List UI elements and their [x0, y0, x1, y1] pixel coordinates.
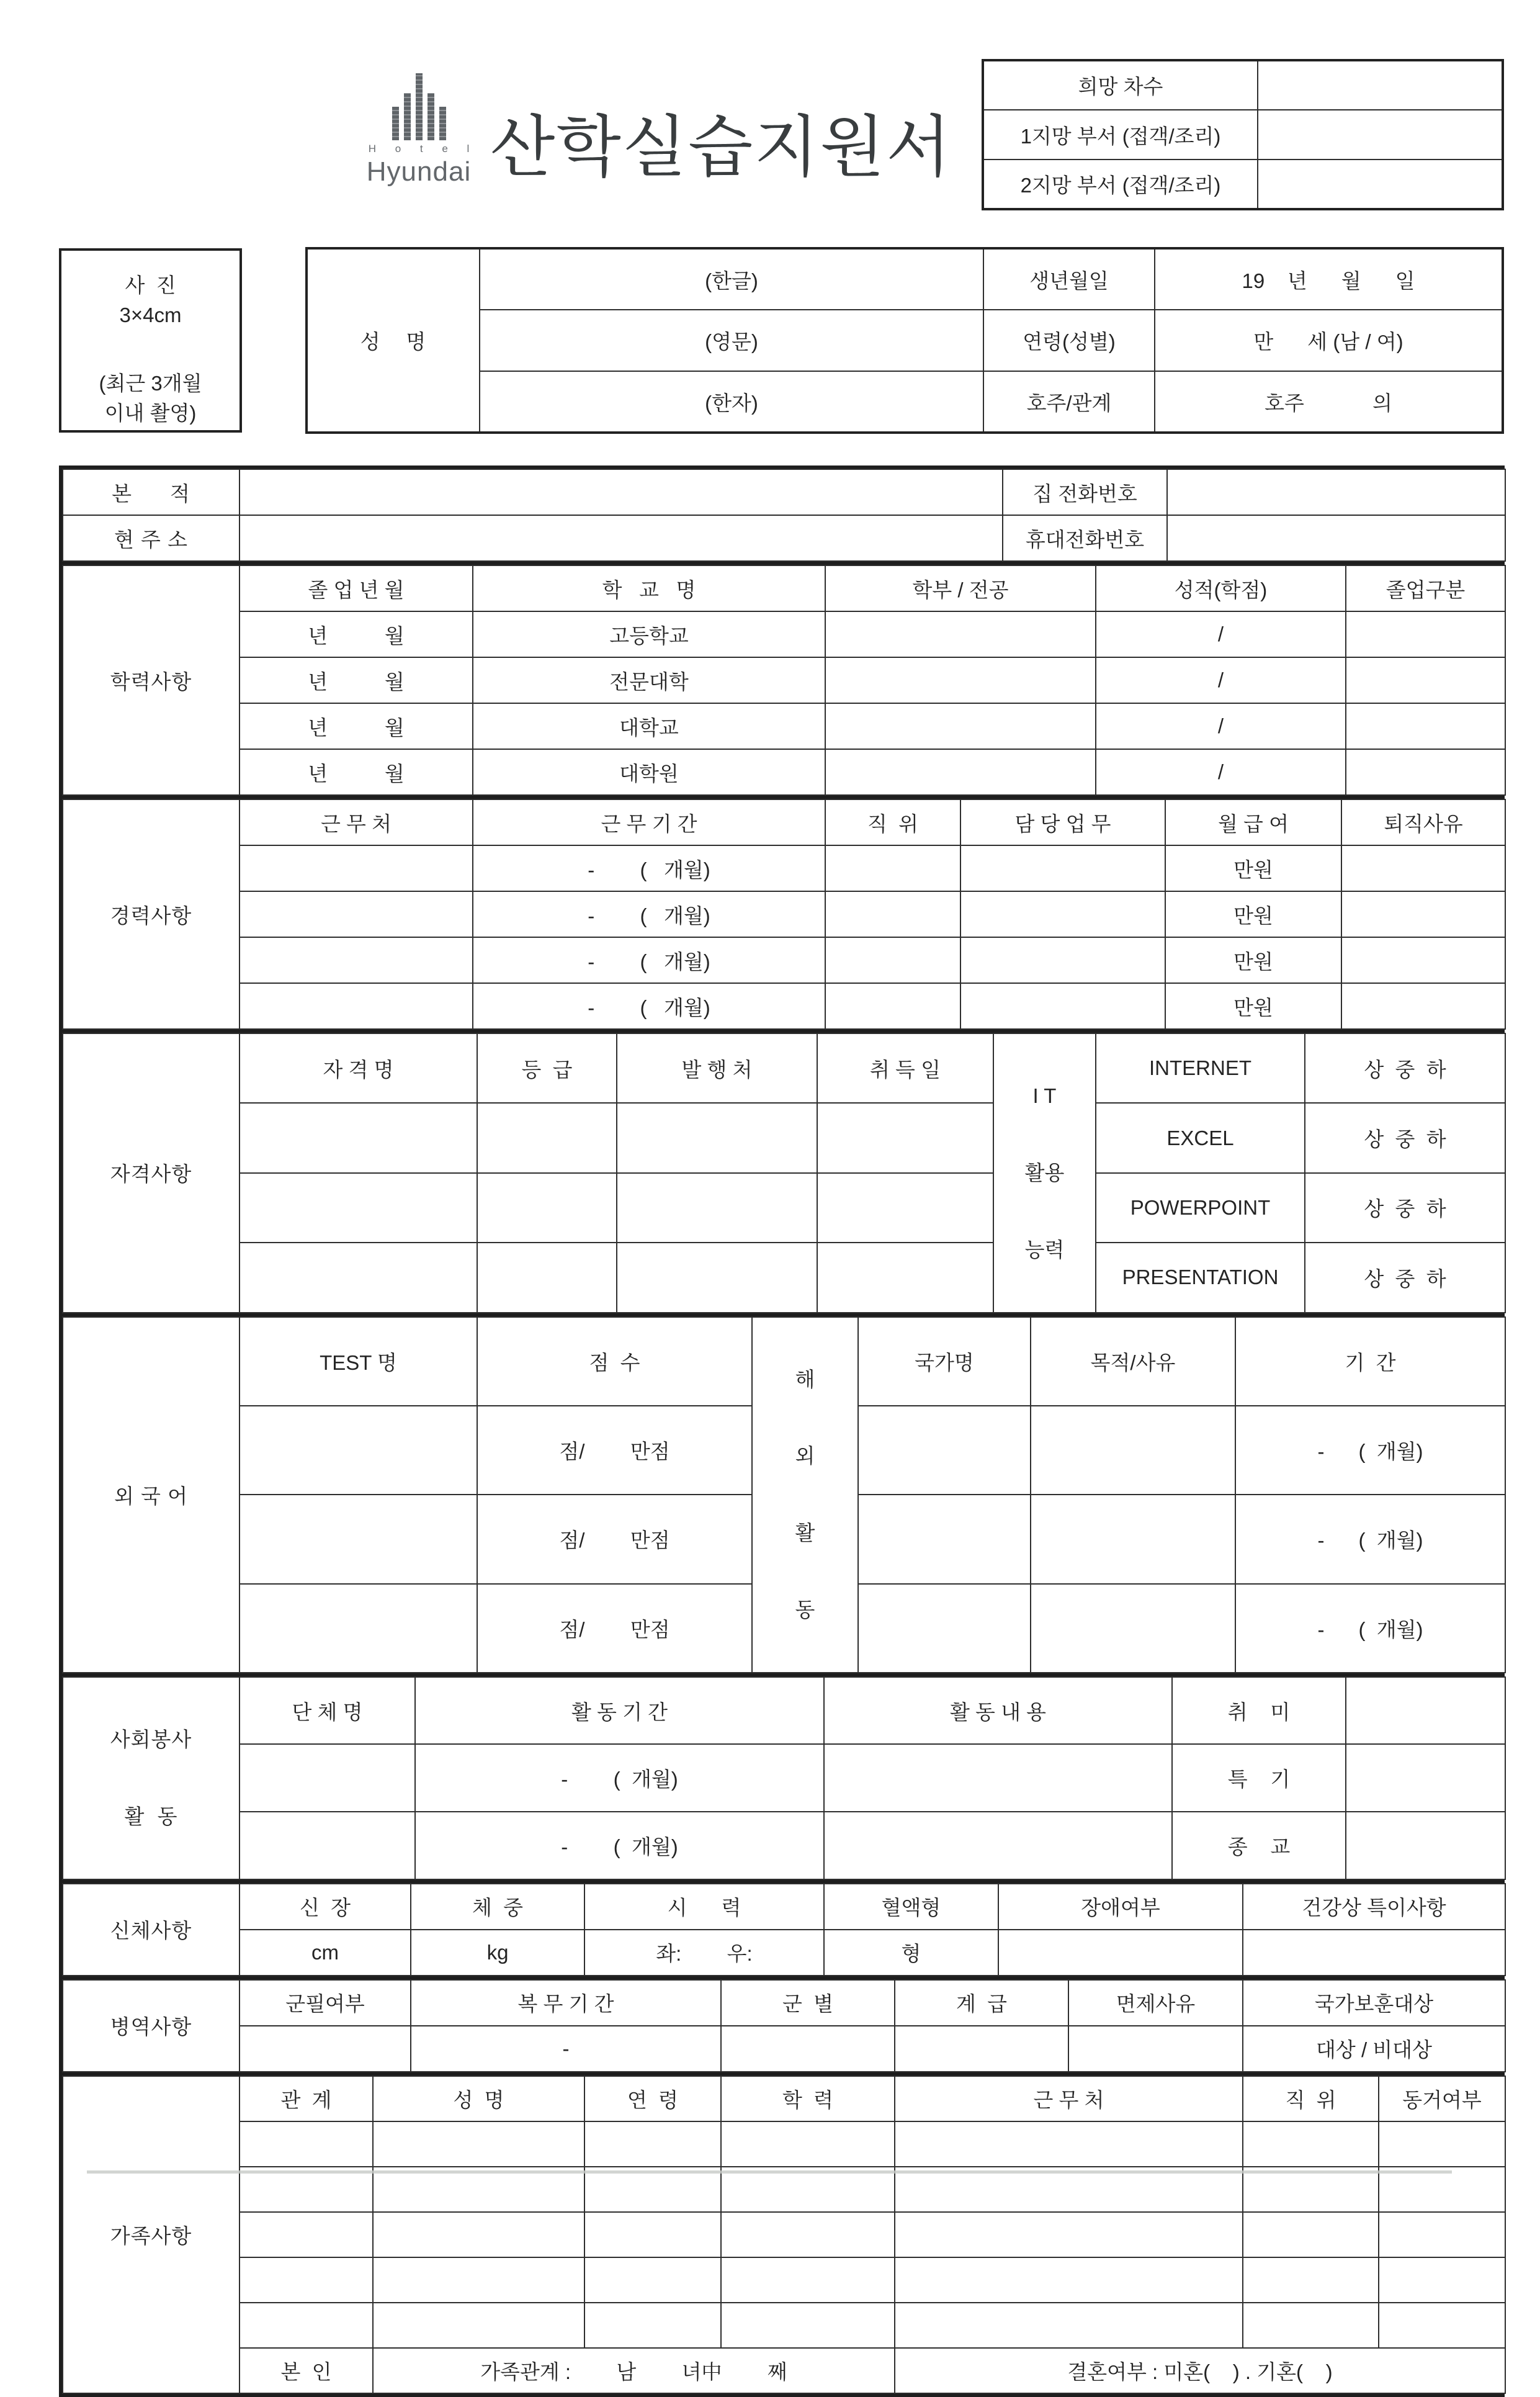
input-cell[interactable] [824, 1744, 1172, 1812]
column-header: 단 체 명 [240, 1677, 415, 1745]
blood-type-field[interactable]: 형 [824, 1930, 998, 1976]
input-cell[interactable] [1379, 2212, 1505, 2257]
section-foreign-language [62, 1316, 1502, 1676]
logo-bar [439, 107, 446, 140]
input-cell[interactable] [617, 1243, 817, 1312]
column-header: 계 급 [895, 1980, 1068, 2026]
input-cell[interactable] [240, 2026, 411, 2072]
input-cell[interactable] [1346, 749, 1505, 795]
second-choice-label: 2지망 부서 (접객/조리) [983, 160, 1258, 209]
it-skill-rating[interactable]: 상 중 하 [1305, 1103, 1505, 1172]
column-header: 성 명 [373, 2076, 584, 2121]
column-header: 체 중 [411, 1884, 584, 1930]
wish-order-input-cell[interactable] [1258, 60, 1503, 110]
input-cell[interactable] [895, 2026, 1068, 2072]
building-columns-icon [357, 73, 481, 140]
table-row [63, 1930, 1505, 1976]
grade-field[interactable]: / [1096, 749, 1346, 795]
mobile-phone-input-cell[interactable] [1167, 515, 1505, 561]
it-skill-item: PRESENTATION [1096, 1243, 1305, 1312]
section-physical [62, 1883, 1502, 1979]
input-cell[interactable] [617, 1173, 817, 1243]
name-hangul-field[interactable]: (한글) [480, 248, 983, 310]
column-header: 동거여부 [1379, 2076, 1505, 2121]
grad-date-field[interactable]: 년 월 [240, 657, 473, 703]
column-header: 학 교 명 [473, 565, 825, 611]
photo-box [59, 248, 242, 433]
input-cell[interactable] [240, 1812, 415, 1879]
certification-section-label: 자격사항 [63, 1033, 240, 1313]
name-table [305, 247, 1504, 434]
column-header: 건강상 특이사항 [1243, 1884, 1505, 1930]
input-cell[interactable] [1346, 703, 1505, 749]
wish-order-label: 희망 차수 [983, 60, 1258, 110]
table-row [63, 2348, 1505, 2393]
column-header: 퇴직사유 [1341, 799, 1505, 845]
input-cell[interactable] [1379, 2303, 1505, 2348]
activity-period-field[interactable]: - ( 개월) [415, 1744, 824, 1812]
table-row [307, 371, 1503, 433]
religion-label: 종 교 [1172, 1812, 1346, 1879]
social-label-line: 사회봉사 [110, 1727, 192, 1751]
column-header: 직 위 [1243, 2076, 1379, 2121]
input-cell[interactable] [825, 845, 960, 891]
logo-bar [392, 107, 399, 140]
table-row [63, 2303, 1505, 2348]
overseas-label-line: 동 [795, 1598, 815, 1622]
input-cell[interactable] [1243, 2257, 1379, 2303]
column-header: 근 무 기 간 [473, 799, 825, 845]
weight-field[interactable]: kg [411, 1930, 584, 1976]
table-row [63, 1173, 1505, 1243]
grad-date-field[interactable]: 년 월 [240, 611, 473, 657]
name-section-label: 성 명 [307, 248, 480, 433]
input-cell[interactable] [1341, 845, 1505, 891]
input-cell[interactable] [240, 2303, 373, 2348]
table-row [63, 1980, 1505, 2026]
salary-field[interactable]: 만원 [1165, 845, 1341, 891]
input-cell[interactable] [825, 703, 1096, 749]
physical-section-label: 신체사항 [63, 1884, 240, 1976]
column-header: 발 행 처 [617, 1033, 817, 1103]
family-section-label: 가족사항 [63, 2076, 240, 2393]
self-label: 본 인 [240, 2348, 373, 2393]
input-cell[interactable] [895, 2121, 1243, 2167]
input-cell[interactable] [1031, 1495, 1235, 1583]
it-skills-label-line: 활용 [1024, 1161, 1065, 1184]
input-cell[interactable] [240, 937, 473, 983]
birth-date-field[interactable]: 19 년 월 일 [1155, 248, 1503, 310]
input-cell[interactable] [998, 1930, 1243, 1976]
work-period-field[interactable]: - ( 개월) [473, 891, 825, 937]
school-name-field[interactable]: 고등학교 [473, 611, 825, 657]
input-cell[interactable] [895, 2212, 1243, 2257]
input-cell[interactable] [240, 1243, 477, 1312]
second-choice-input-cell[interactable] [1258, 160, 1503, 209]
column-header: 취 득 일 [817, 1033, 993, 1103]
birth-date-label: 생년월일 [983, 248, 1155, 310]
column-header: 국가보훈대상 [1243, 1980, 1505, 2026]
table-row [63, 1103, 1505, 1172]
table-row [983, 110, 1503, 160]
column-header: 학부 / 전공 [825, 565, 1096, 611]
table-row [63, 2121, 1505, 2167]
vision-field[interactable]: 좌: 우: [584, 1930, 824, 1976]
column-header: 월 급 여 [1165, 799, 1341, 845]
column-header: 졸 업 년 월 [240, 565, 473, 611]
logo-hotel-text: H o t e l [368, 143, 478, 155]
overseas-label-line: 해 [795, 1367, 815, 1391]
height-field[interactable]: cm [240, 1930, 411, 1976]
input-cell[interactable] [960, 937, 1165, 983]
overseas-label-line: 활 [795, 1521, 815, 1545]
table-row [63, 1884, 1505, 1930]
input-cell[interactable] [825, 611, 1096, 657]
registered-address-label: 본 적 [63, 469, 240, 515]
input-cell[interactable] [858, 1406, 1031, 1495]
input-cell[interactable] [1031, 1584, 1235, 1673]
column-header: 혈액형 [824, 1884, 998, 1930]
career-section-label: 경력사항 [63, 799, 240, 1029]
section-education [62, 565, 1502, 799]
family-relation-field[interactable]: 가족관계 : 남 녀中 째 [373, 2348, 895, 2393]
social-service-section-label [63, 1677, 240, 1879]
work-period-field[interactable]: - ( 개월) [473, 937, 825, 983]
input-cell[interactable] [1341, 983, 1505, 1029]
hoju-relation-field[interactable]: 호주 의 [1155, 371, 1503, 433]
input-cell[interactable] [584, 2121, 721, 2167]
input-cell[interactable] [584, 2212, 721, 2257]
column-header: 장애여부 [998, 1884, 1243, 1930]
input-cell[interactable] [1341, 891, 1505, 937]
table-row [983, 160, 1503, 209]
input-cell[interactable] [240, 1173, 477, 1243]
column-header: 국가명 [858, 1317, 1031, 1406]
input-cell[interactable] [817, 1173, 993, 1243]
input-cell[interactable] [1346, 611, 1505, 657]
it-skill-item: EXCEL [1096, 1103, 1305, 1172]
table-row [63, 845, 1505, 891]
column-header: 활 동 내 용 [824, 1677, 1172, 1745]
it-skill-item: INTERNET [1096, 1033, 1305, 1103]
input-cell[interactable] [477, 1103, 617, 1172]
input-cell[interactable] [584, 2303, 721, 2348]
school-name-field[interactable]: 전문대학 [473, 657, 825, 703]
mobile-phone-label: 휴대전화번호 [1003, 515, 1167, 561]
input-cell[interactable] [1243, 2303, 1379, 2348]
main-form-table [59, 465, 1505, 2397]
input-cell[interactable] [1379, 2121, 1505, 2167]
overseas-period-field[interactable]: - ( 개월) [1235, 1584, 1505, 1673]
input-cell[interactable] [240, 845, 473, 891]
service-period-field[interactable]: - [411, 2026, 721, 2072]
table-row [307, 248, 1503, 310]
age-gender-label: 연령(성별) [983, 310, 1155, 371]
it-skill-rating[interactable]: 상 중 하 [1305, 1173, 1505, 1243]
column-header: 자 격 명 [240, 1033, 477, 1103]
input-cell[interactable] [373, 2303, 584, 2348]
input-cell[interactable] [721, 2212, 895, 2257]
section-family [62, 2075, 1502, 2394]
photo-line: 3×4cm [119, 303, 182, 326]
input-cell[interactable] [240, 2121, 373, 2167]
salary-field[interactable]: 만원 [1165, 983, 1341, 1029]
input-cell[interactable] [825, 937, 960, 983]
input-cell[interactable] [1379, 2257, 1505, 2303]
it-skills-label-line: I T [1032, 1084, 1057, 1107]
column-header: TEST 명 [240, 1317, 477, 1406]
table-row [63, 565, 1505, 611]
grade-field[interactable]: / [1096, 611, 1346, 657]
it-skills-label-line: 능력 [1024, 1238, 1065, 1261]
input-cell[interactable] [1243, 2121, 1379, 2167]
input-cell[interactable] [240, 891, 473, 937]
column-header: 학 력 [721, 2076, 895, 2121]
table-row [63, 983, 1505, 1029]
table-row [63, 703, 1505, 749]
input-cell[interactable] [825, 983, 960, 1029]
work-period-field[interactable]: - ( 개월) [473, 845, 825, 891]
photo-line: (최근 3개월 [99, 371, 202, 395]
input-cell[interactable] [240, 1495, 477, 1583]
input-cell[interactable] [825, 891, 960, 937]
input-cell[interactable] [960, 891, 1165, 937]
table-row [63, 2212, 1505, 2257]
grad-date-field[interactable]: 년 월 [240, 703, 473, 749]
overseas-period-field[interactable]: - ( 개월) [1235, 1406, 1505, 1495]
input-cell[interactable] [240, 1103, 477, 1172]
table-row [63, 657, 1505, 703]
table-row [63, 891, 1505, 937]
social-label-line: 활 동 [124, 1804, 178, 1828]
column-header: 졸업구분 [1346, 565, 1505, 611]
input-cell[interactable] [895, 2257, 1243, 2303]
first-choice-input-cell[interactable] [1258, 110, 1503, 160]
table-row [63, 2026, 1505, 2072]
input-cell[interactable] [240, 1744, 415, 1812]
hobby-input-cell[interactable] [1346, 1677, 1505, 1745]
input-cell[interactable] [960, 983, 1165, 1029]
column-header: 등 급 [477, 1033, 617, 1103]
input-cell[interactable] [721, 2257, 895, 2303]
table-row [63, 749, 1505, 795]
hoju-relation-label: 호주/관계 [983, 371, 1155, 433]
it-skills-label [993, 1033, 1096, 1313]
table-row [63, 515, 1505, 561]
input-cell[interactable] [373, 2257, 584, 2303]
input-cell[interactable] [858, 1495, 1031, 1583]
input-cell[interactable] [824, 1812, 1172, 1879]
logo-bar [404, 93, 411, 140]
column-header: 시 력 [584, 1884, 824, 1930]
section-career [62, 799, 1502, 1033]
it-skill-item: POWERPOINT [1096, 1173, 1305, 1243]
column-header: 면제사유 [1068, 1980, 1243, 2026]
specialty-label: 특 기 [1172, 1744, 1346, 1812]
logo-bar [416, 73, 423, 140]
input-cell[interactable] [1243, 2212, 1379, 2257]
table-row [63, 2076, 1505, 2121]
input-cell[interactable] [1346, 657, 1505, 703]
input-cell[interactable] [373, 2121, 584, 2167]
input-cell[interactable] [240, 983, 473, 1029]
logo-brand-text: Hyundai [366, 156, 472, 187]
column-header: 직 위 [825, 799, 960, 845]
column-header: 관 계 [240, 2076, 373, 2121]
test-score-field[interactable]: 점/ 만점 [477, 1495, 752, 1583]
specialty-input-cell[interactable] [1346, 1744, 1505, 1812]
logo-bar [428, 93, 434, 140]
column-header: 복 무 기 간 [411, 1980, 721, 2026]
table-row [63, 1812, 1505, 1879]
table-row [983, 60, 1503, 110]
language-section-label: 외 국 어 [63, 1317, 240, 1673]
table-row [63, 1033, 1505, 1103]
input-cell[interactable] [240, 2212, 373, 2257]
religion-input-cell[interactable] [1346, 1812, 1505, 1879]
table-row [63, 469, 1505, 515]
photo-line: 사 진 [125, 274, 176, 297]
column-header: 군 별 [721, 1980, 895, 2026]
column-header: 연 령 [584, 2076, 721, 2121]
column-header: 점 수 [477, 1317, 752, 1406]
input-cell[interactable] [825, 657, 1096, 703]
input-cell[interactable] [895, 2303, 1243, 2348]
column-header: 군필여부 [240, 1980, 411, 2026]
first-choice-label: 1지망 부서 (접객/조리) [983, 110, 1258, 160]
input-cell[interactable] [721, 2026, 895, 2072]
veteran-target-field[interactable]: 대상 / 비대상 [1243, 2026, 1505, 2072]
home-phone-label: 집 전화번호 [1003, 469, 1167, 515]
table-row [63, 611, 1505, 657]
home-phone-input-cell[interactable] [1167, 469, 1505, 515]
input-cell[interactable] [817, 1243, 993, 1312]
table-row [63, 799, 1505, 845]
education-section-label: 학력사항 [63, 565, 240, 795]
input-cell[interactable] [858, 1584, 1031, 1673]
scanner-artifact-line [87, 2170, 1452, 2174]
test-score-field[interactable]: 점/ 만점 [477, 1584, 752, 1673]
input-cell[interactable] [240, 1406, 477, 1495]
input-cell[interactable] [584, 2257, 721, 2303]
overseas-label-line: 외 [795, 1444, 815, 1468]
hobby-label: 취 미 [1172, 1677, 1346, 1745]
grade-field[interactable]: / [1096, 703, 1346, 749]
salary-field[interactable]: 만원 [1165, 937, 1341, 983]
table-row [63, 1243, 1505, 1312]
input-cell[interactable] [721, 2121, 895, 2167]
test-score-field[interactable]: 점/ 만점 [477, 1406, 752, 1495]
name-english-field[interactable]: (영문) [480, 310, 983, 371]
name-hanja-field[interactable]: (한자) [480, 371, 983, 433]
input-cell[interactable] [477, 1173, 617, 1243]
input-cell[interactable] [1341, 937, 1505, 983]
school-name-field[interactable]: 대학원 [473, 749, 825, 795]
input-cell[interactable] [240, 1584, 477, 1673]
column-header: 근 무 처 [895, 2076, 1243, 2121]
it-skill-rating[interactable]: 상 중 하 [1305, 1243, 1505, 1312]
column-header: 기 간 [1235, 1317, 1505, 1406]
input-cell[interactable] [617, 1103, 817, 1172]
school-name-field[interactable]: 대학교 [473, 703, 825, 749]
current-address-label: 현 주 소 [63, 515, 240, 561]
input-cell[interactable] [477, 1243, 617, 1312]
column-header: 활 동 기 간 [415, 1677, 824, 1745]
input-cell[interactable] [1031, 1406, 1235, 1495]
grade-field[interactable]: / [1096, 657, 1346, 703]
it-skill-rating[interactable]: 상 중 하 [1305, 1033, 1505, 1103]
section-military [62, 1979, 1502, 2075]
section-address [62, 469, 1502, 565]
input-cell[interactable] [373, 2212, 584, 2257]
table-row [63, 1744, 1505, 1812]
input-cell[interactable] [240, 2257, 373, 2303]
input-cell[interactable] [960, 845, 1165, 891]
column-header: 목적/사유 [1031, 1317, 1235, 1406]
input-cell[interactable] [825, 749, 1096, 795]
column-header: 성적(학점) [1096, 565, 1346, 611]
section-social-service [62, 1676, 1502, 1883]
column-header: 담 당 업 무 [960, 799, 1165, 845]
section-certifications [62, 1033, 1502, 1316]
salary-field[interactable]: 만원 [1165, 891, 1341, 937]
input-cell[interactable] [1243, 1930, 1505, 1976]
overseas-activity-label [752, 1317, 858, 1673]
table-row [63, 2257, 1505, 2303]
marriage-status-field[interactable]: 결혼여부 : 미혼( ) . 기혼( ) [895, 2348, 1505, 2393]
current-address-input-cell[interactable] [240, 515, 1003, 561]
military-section-label: 병역사항 [63, 1980, 240, 2072]
wish-table [982, 59, 1504, 210]
table-row [63, 1677, 1505, 1745]
input-cell[interactable] [721, 2303, 895, 2348]
column-header: 근 무 처 [240, 799, 473, 845]
table-row [63, 1317, 1505, 1406]
form-title: 산학실습지원서 [490, 109, 952, 184]
photo-line: 이내 촬영) [104, 401, 197, 425]
work-period-field[interactable]: - ( 개월) [473, 983, 825, 1029]
table-row [307, 310, 1503, 371]
registered-address-input-cell[interactable] [240, 469, 1003, 515]
grad-date-field[interactable]: 년 월 [240, 749, 473, 795]
activity-period-field[interactable]: - ( 개월) [415, 1812, 824, 1879]
column-header: 신 장 [240, 1884, 411, 1930]
age-gender-field[interactable]: 만 세 (남 / 여) [1155, 310, 1503, 371]
table-row [63, 937, 1505, 983]
hotel-hyundai-logo [357, 73, 481, 187]
input-cell[interactable] [1068, 2026, 1243, 2072]
overseas-period-field[interactable]: - ( 개월) [1235, 1495, 1505, 1583]
input-cell[interactable] [817, 1103, 993, 1172]
